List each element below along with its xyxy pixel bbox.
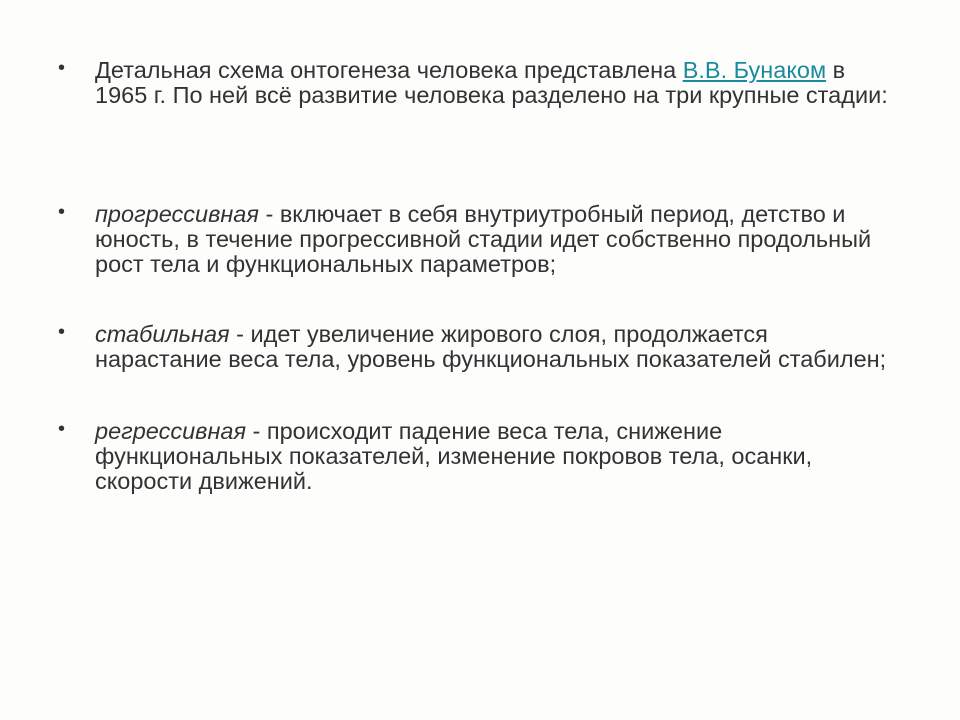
author-link[interactable]: В.В. Бунаком xyxy=(682,57,827,83)
stage-description-regressive: - происходит падение веса тела, снижение функциональных показателей, изменение покровов тела, осанки, скорости движений. xyxy=(95,418,813,494)
bullet-icon: • xyxy=(58,57,66,79)
intro-text-after: в 1965 г. По ней всё развитие человека разделено на три крупные стадии: xyxy=(95,57,888,108)
bullet-item-stable xyxy=(58,322,888,372)
stage-description-stable: - идет увеличение жирового слоя, продолжается нарастание веса тела, уровень функциональных показателей стабилен; xyxy=(95,321,887,372)
bullet-item-regressive xyxy=(58,419,888,494)
intro-text-before: Детальная схема онтогенеза человека представлена xyxy=(95,57,683,83)
bullet-icon: • xyxy=(58,418,66,440)
bullet-item-progressive xyxy=(58,202,888,277)
bullet-icon: • xyxy=(58,201,66,223)
bullet-list xyxy=(58,58,888,494)
stage-term-progressive: прогрессивная xyxy=(95,201,259,227)
bullet-item-intro xyxy=(58,58,888,108)
bullet-icon: • xyxy=(58,321,66,343)
stage-term-regressive: регрессивная xyxy=(95,418,246,444)
stage-term-stable: стабильная xyxy=(95,321,230,347)
stage-description-progressive: - включает в себя внутриутробный период, детство и юность, в течение прогрессивной стадии идет собственно продольный рост тела и функциональных параметров; xyxy=(95,201,872,277)
